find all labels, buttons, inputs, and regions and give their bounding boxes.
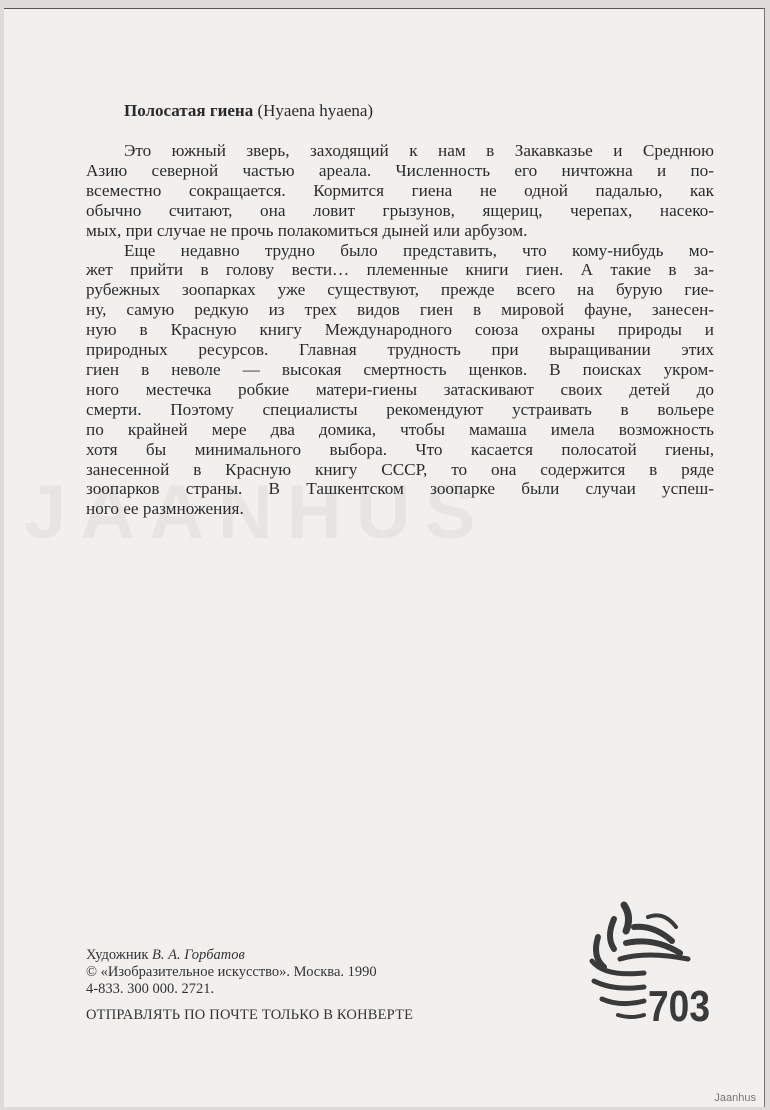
- text-line: ного местечка робкие матери-гиены затаскивают своих детей до: [86, 379, 714, 399]
- text-line: всеместно сокращается. Кормится гиена не одной падалью, как: [86, 180, 714, 200]
- zebra-head-logo-icon: [584, 897, 714, 1032]
- text-line: жет прийти в голову вести… племенные книги гиен. А такие в за-: [86, 260, 714, 280]
- text-line: зоопарков страны. В Ташкентском зоопарке были случаи успеш-: [86, 479, 714, 499]
- text-line: ную в Красную книгу Международного союза охраны природы и: [86, 320, 714, 340]
- text-line: обычно считают, она ловит грызунов, ящериц, черепах, насеко-: [86, 200, 714, 220]
- text-line: Еще недавно трудно было представить, что кому-нибудь мо-: [124, 240, 714, 260]
- text-line: смерти. Поэтому специалисты рекомендуют устраивать в вольере: [86, 399, 714, 419]
- text-line: ного ее размножения.: [86, 499, 244, 519]
- text-line: по крайней мере два домика, чтобы мамаша имела возможность: [86, 419, 714, 439]
- text-line: ну, самую редкую из трех видов гиен в мировой фауне, занесен-: [86, 300, 714, 320]
- article-title: [124, 101, 373, 121]
- logo-number: 703: [648, 982, 710, 1031]
- postcard-back: [4, 8, 765, 1107]
- text-line: рубежных зоопарках уже существуют, прежде всего на бурую гие-: [86, 280, 714, 300]
- publisher: © «Изобразительное искусство». Москва. 1990: [86, 964, 377, 980]
- artist-label: Художник: [86, 947, 149, 963]
- text-line: хотя бы минимального выбора. Что касается полосатой гиены,: [86, 439, 714, 459]
- article-body: [86, 141, 714, 519]
- print-code: 4-833. 300 000. 2721.: [86, 981, 215, 997]
- text-line: Азию северной частью ареала. Численность его ничтожна и по-: [86, 160, 714, 180]
- title-russian: Полосатая гиена: [124, 101, 254, 120]
- text-line: Это южный зверь, заходящий к нам в Закавказье и Среднюю: [124, 141, 714, 160]
- text-line: мых, при случае не прочь полакомиться дыней или арбузом.: [86, 220, 528, 240]
- artist-name: В. А. Горбатов: [152, 947, 245, 963]
- text-line: природных ресурсов. Главная трудность при выращивании этих: [86, 340, 714, 360]
- text-line: занесенной в Красную книгу СССР, то она содержится в ряде: [86, 459, 714, 479]
- text-line: гиен в неволе — высокая смертность щенков. В поисках укром-: [86, 359, 714, 379]
- title-latin: (Hyaena hyaena): [257, 101, 374, 120]
- watermark-credit: Jaanhus: [714, 1092, 756, 1104]
- imprint: [86, 947, 377, 998]
- mailing-notice: ОТПРАВЛЯТЬ ПО ПОЧТЕ ТОЛЬКО В КОНВЕРТЕ: [86, 1007, 414, 1023]
